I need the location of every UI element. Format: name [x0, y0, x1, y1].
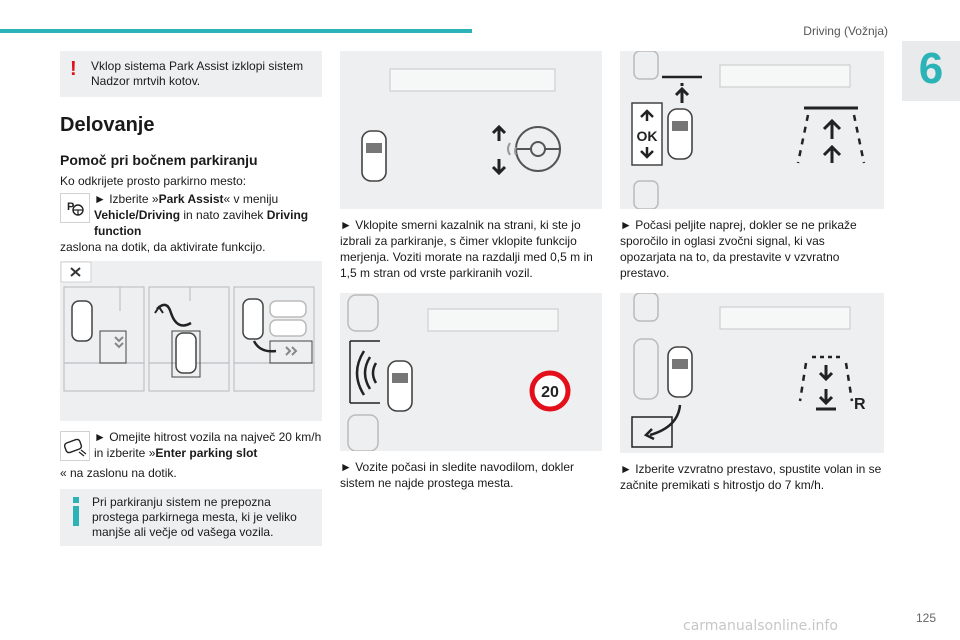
column-3	[620, 51, 884, 493]
chapter-tab	[902, 41, 960, 101]
chapter-number: 6	[918, 44, 944, 93]
step1-text-d: zaslona na dotik, da aktivirate funkcijo.	[60, 240, 266, 254]
step1-text-c: in nato zavihek	[180, 208, 267, 222]
reverse-label: R	[854, 396, 866, 413]
step-4: ► Vozite počasi in sledite navodilom, dokler sistem ne najde prostega mesta.	[340, 460, 574, 490]
step2-text-b: « na zaslonu na dotik.	[60, 466, 177, 480]
warning-box	[60, 51, 322, 97]
watermark: carmanualsonline.info	[683, 618, 838, 634]
driving-function-label: Driving function	[94, 208, 309, 238]
enter-parking-slot-label: Enter parking slot	[155, 446, 258, 460]
step1-text-b: « v meniju	[223, 192, 279, 206]
step2-text-a: ► Omejite hitrost vozila na največ 20 km/h in izberite »	[94, 430, 322, 460]
section-heading: Delovanje	[60, 114, 155, 136]
subsection-heading: Pomoč pri bočnem parkiranju	[60, 152, 258, 168]
warning-icon: !	[70, 58, 77, 80]
info-box	[60, 489, 322, 546]
enter-parking-slot-icon	[60, 431, 90, 461]
warning-text: Vklop sistema Park Assist izklopi sistem Nadzor mrtvih kotov.	[91, 59, 304, 88]
reverse-figure	[620, 293, 884, 453]
forward-stop-figure	[620, 51, 884, 209]
parking-modes-figure	[60, 261, 322, 421]
svg-text:P: P	[67, 201, 75, 213]
park-assist-label: Park Assist	[158, 192, 224, 206]
step-6: ► Izberite vzvratno prestavo, spustite volan in se začnite premikati s hitrostjo do 7 km/h.	[620, 462, 882, 492]
steering-figure	[340, 51, 602, 209]
ok-label: OK	[636, 128, 658, 144]
step-5: ► Počasi peljite naprej, dokler se ne prikaže sporočilo in oglasi zvočni signal, ki vas opozarjata na to, da prestavite v vzvratno prestavo.	[620, 218, 857, 280]
intro-text: Ko odkrijete prosto parkirno mesto:	[60, 174, 247, 188]
park-assist-icon	[60, 193, 90, 223]
step1-text-a: ► Izberite »	[94, 192, 159, 206]
info-text: Pri parkiranju sistem ne prepozna prostega parkirnega mesta, ki je veliko manjše ali večje od vašega vozila.	[92, 495, 297, 539]
section-title: Driving (Vožnja)	[803, 24, 888, 38]
speed-limit-sign: 20	[541, 384, 559, 401]
step-1	[60, 191, 322, 239]
scanning-figure	[340, 293, 602, 451]
step-3: ► Vklopite smerni kazalnik na strani, ki ste jo izbrali za parkiranje, s čimer vklopite funkcijo merjenja. Voziti morate na razdalji med 0,5 m in 1,5 m stran od vrste parkiranih vozil.	[340, 218, 593, 280]
column-1	[60, 51, 322, 546]
vehicle-driving-label: Vehicle/Driving	[94, 208, 181, 222]
page-number: 125	[915, 611, 936, 625]
header-accent-bar	[0, 29, 472, 33]
column-2	[340, 51, 602, 491]
step-2	[60, 429, 322, 465]
info-icon	[69, 495, 83, 527]
